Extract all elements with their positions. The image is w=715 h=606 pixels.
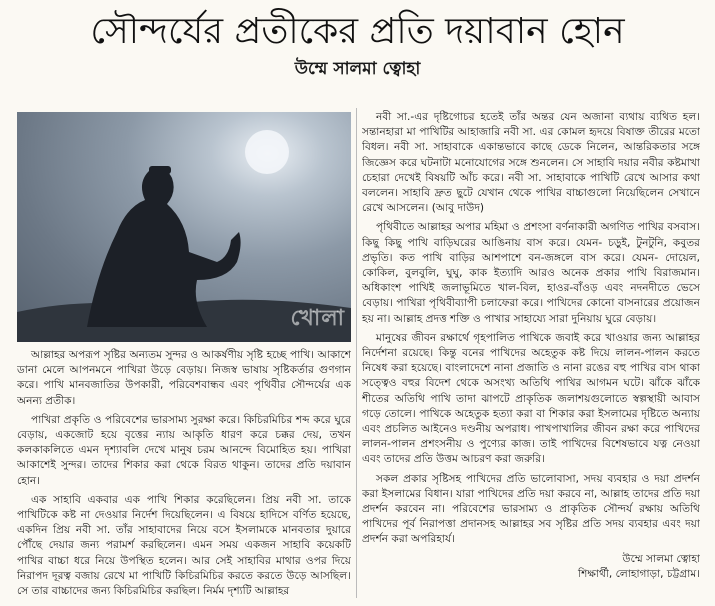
right-column [362,110,700,606]
sign-place: শিক্ষার্থী, লোহাগাড়া, চট্টগ্রাম। [578,567,700,580]
paragraph: এক সাহাবি একবার এক পাখি শিকার করেছিলেন। প্রিয় নবী সা. তাকে পাখিটিকে কষ্ট না দেওয়ার নির্দেশ দিয়েছিলেন। এ বিষয়ে হাদিসে বর্ণিত হয়েছে, একদিন প্রিয় নবী সা. তাঁর সাহাবাদের নিয়ে বসে ইসলামকে মানবতার দুয়ারে পৌঁছে দেয়ার জন্য পরামর্শ করছিলেন। এমন সময় একজন সাহাবি কয়েকটি পাখির বাচ্চা ধরে নিয়ে উপস্থিত হলেন। আর সেই সাহাবির মাথার ওপর দিয়ে নিরাপদ দূরত্ব বজায় রেখে মা পাখিটি কিচিরমিচির করতে করতে উড়ে আসছিল। সে তার বাচ্চাদের জন্য কিচিরমিচির করছিল। নির্মম দৃশ্যটি আল্লাহর [17,493,351,598]
author-byline: উম্মে সালমা ত্বোহা [294,59,421,79]
paragraph: নবী সা.-এর দৃষ্টিগোচর হতেই তাঁর অন্তর যেন অজানা ব্যথায় ব্যথিত হল। সন্তানহারা মা পাখিটির আহাজারি নবী সা. এর কোমল হৃদয়ে বিষাক্ত তীরের মতো বিধল। নবী সা. সাহাবাকে একান্তভাবে কাছে ডেকে নিলেন, আন্তরিকতার সঙ্গে জিজ্ঞেস করে ঘটনাটা মনোযোগের সঙ্গে শুনলেন। সে সাহাবি দয়ার নবীর কষ্টমাখা চেহারা দেখেই বিষয়টি আঁচ করে। নবী সা. সাহাবাকে পাখিটি রেখে আসার কথা বললেন। সাহাবি দ্রুত ছুটে যেখান থেকে পাখির বাচ্চাগুলো নিয়েছিলেন সেখানে রেখে আসলেন। (আবু দাউদ) [362,111,700,215]
left-column [17,348,351,606]
paragraph: পাখিরা প্রকৃতি ও পরিবেশের ভারসাম্য সুরক্ষা করে। কিচিরমিচির শব্দ করে ঘুরে বেড়ায়, একজোট হয়ে বৃত্তের ন্যায় আকৃতি ধারণ করে চক্কর দেয়, তখন কলকাকলিতে এমন দৃশ্যাবলি দেখে মানুষ চরম আনন্দে বিমোহিত হয়। পাখিরা আকাশেই সুন্দর। তাদের শিকার করা থেকে বিরত থাকুন। তাদের প্রতি দয়াবান হোন। [17,413,351,487]
sign-name: উম্মে সালমা ত্বোহা [622,552,700,565]
paragraph: সকল প্রকার সৃষ্টিসহ পাখিদের প্রতি ভালোবাসা, সদয় ব্যবহার ও দয়া প্রদর্শন করা ইসলামের বিধান। যারা পাখিদের প্রতি দয়া করবে না, আল্লাহ তাদের প্রতি দয়া প্রদর্শন করবেন না। পরিবেশের ভারসাম্য ও প্রাকৃতিক সৌন্দর্য রক্ষায় অতিথি পাখিদের পূর্ব নিরাপত্তা প্রদানসহ আল্লাহর সব সৃষ্টির প্রতি সদয় ব্যবহার এবং দয়া প্রদর্শন করা অপরিহার্য। [362,472,700,546]
column-divider [356,108,357,598]
paragraph: পৃথিবীতে আল্লাহর অপার মহিমা ও প্রশংসা বর্ণনাকারী অগণিত পাখির বসবাস। কিছু কিছু পাখি বাড়িঘরের আঙিনায় বাস করে। যেমন- চড়ুই, টুনটুনি, কবুতর প্রভৃতি। কত পাখি বাড়ির আশপাশে বন-জঙ্গলে বাস করে। যেমন- দোয়েল, কোকিল, বুলবুলি, ঘুঘু, কাক ইত্যাদি আরও অনেক প্রকার পাখি বিরাজমান। অধিকাংশ পাখিই জলাভূমিতে খাল-বিল, হাওর-বাঁওড় এবং নদনদীতে ভেসে বেড়ায়। পাখিরা পৃথিবীব্যাপী চলাফেরা করে। পাখিদের কোনো বাসনারের প্রয়োজন হয় না। আল্লাহ প্রদত্ত শক্তি ও পাখার সাহায্যে সারা দুনিয়ায় ঘুরে বেড়ায়। [362,221,700,325]
paragraph: মানুষের জীবন রক্ষার্থে গৃহপালিত পাখিকে জবাই করে খাওয়ার জন্য আল্লাহর নির্দেশনা রয়েছে। কিন্তু বনের পাখিদের অহেতুক কষ্ট দিয়ে লালন-পালন করতে নিষেধ করা হয়েছে। বাংলাদেশে নানা প্রজাতি ও নানা রঙের বহু পাখির বাস থাকা সত্ত্বেও বহুর বিদেশ থেকে অসংখ্য অতিথি পাখির আগমন ঘটে। ঝাঁকে ঝাঁকে শীতের অতিথি পাখি তাদা ঝাপটে প্রাকৃতিক জলাশয়গুলোতে স্বল্পস্থায়ী আবাস গড়ে তোলে। পাখিকে অহেতুক হত্যা করা বা শিকার করা ইসলামের দৃষ্টিতে অন্যায় এবং প্রচলিত আইনেও দণ্ডনীয় অপরাধ। পাখপাখালির জীবন রক্ষা করে পাখিদের লালন-পালন প্রশংসনীয় ও পুণ্যের কাজ। তাই পাখিদের বিশেষভাবে যত্ন নেওয়া এবং তাদের প্রতি উত্তম আচরণ করা জরুরি। [362,331,700,466]
photo-watermark: খোলা [290,306,345,331]
article-photo [17,112,351,342]
paragraph: আল্লাহর অপরূপ সৃষ্টির অন্যতম সুন্দর ও আকর্ষণীয় সৃষ্টি হচ্ছে পাখি। আকাশে ডানা মেলে আপনমনে পাখিরা উড়ে বেড়ায়। নিজস্ব ভাষায় সৃষ্টিকর্তার গুণগান করে। পাখি মানবজাতির উপকারী, পরিবেশবান্ধব এবং পৃথিবীর সৌন্দর্যের এক অনন্য প্রতীক। [17,349,351,407]
article-title: সৌন্দর্যের প্রতীকের প্রতি দয়াবান হোন [90,11,625,52]
